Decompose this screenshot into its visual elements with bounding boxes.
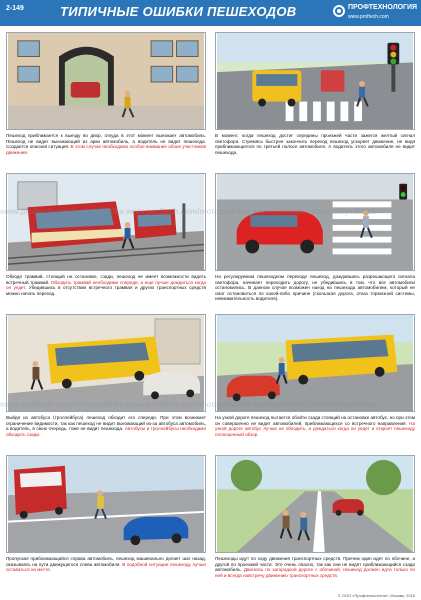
watermark-row: www.proftech.com/motopraktika www.proftech.com/motopraktika www.proftech.com/motopraktika: [0, 207, 376, 216]
illustration-narrow-road-bus: [215, 314, 415, 412]
illustration-tram: [6, 173, 206, 271]
brand-name: ПРОФТЕХНОЛОГИЯ: [348, 4, 418, 11]
illustration-step-back: [6, 455, 206, 553]
caption-step-back: Пропуская приближающийся справа автомобиль, пешеход машинально делает шаг назад, оказываясь на пути движущегося слева автомобиля. В подобной ситуации пешеходу лучше оставаться на месте.: [6, 556, 206, 573]
brand-logo-icon: [333, 5, 345, 17]
caption-bus-front: Выйдя из автобуса (троллейбуса) пешеход обходит его спереди. При этом возникает ограничение видимости, так как пешеход не видит выезжающий из-за автобуса автомобиль, а водитель, в свою очередь, тоже не видит пешехода. Автобусы и троллейбусы необходимо обходить сзади.: [6, 415, 206, 437]
caption-regulated-crossing: На регулируемом пешеходном переходе пешеход, дождавшись разрешающего сигнала светофора, начинает переходить дорогу, не убедившись в том, что все автомобили остановились. В данном случае возможен наезд на пешехода автомобилем, который не смог остановиться по какой-либо причине (скользкая дорога, отказ тормозной системы, невнимательность водителя).: [215, 274, 415, 302]
watermark-row: www.proftech.com/motopraktika www.proftech.com/motopraktika www.proftech.com/motopraktika: [0, 400, 376, 409]
illustration-regulated-crossing: [215, 173, 415, 271]
country-road-scene: [216, 456, 414, 552]
panel-narrow-road-bus: [215, 314, 415, 452]
caption-archway: Пешеход приближается к выезду во двор, откуда в этот момент выезжает автомобиль. Пешеход не видит выезжающий из арки автомобиль, а водитель не видит пешехода. Создается опасная ситуация. В этом случае необходимо особое внимание обоих участников движения.: [6, 133, 206, 155]
panel-regulated-crossing: [215, 173, 415, 311]
archway-scene: [7, 33, 205, 129]
illustration-crosswalk-bus: [215, 32, 415, 130]
narrow-road-bus-scene: [216, 315, 414, 411]
bus-front-scene: [7, 315, 205, 411]
illustration-archway: [6, 32, 206, 130]
panel-tram: [6, 173, 206, 311]
panel-archway: [6, 32, 206, 170]
brand-site: www.proftech.com: [348, 14, 389, 20]
caption-tram: Обходя трамвай, стоящий на остановке, сзади, пешеход не имеет возможности видеть встречный трамвай. Обходить трамвай необходимо спереди, а еще лучше дождаться когда он уедет. Убедившись в отсутствии встречного трамвая и других транспортных средств можно начать переход.: [6, 274, 206, 296]
caption-country-road: Пешеходы идут по ходу движения транспортных средств. Причем один идет по обочине, а другой по проезжей части. Это очень опасно, так как они не видят приближающийся сзади автомобиль. Двигаясь по загородной дороге с обочиной, пешеход должен идти только по ней и всегда навстречу движению транспортных средств.: [215, 556, 415, 578]
panel-crosswalk-bus: [215, 32, 415, 170]
poster-title: ТИПИЧНЫЕ ОШИБКИ ПЕШЕХОДОВ: [60, 4, 297, 19]
regulated-crossing-scene: [216, 174, 414, 270]
panel-bus-front: [6, 314, 206, 452]
panels-grid: [6, 32, 415, 592]
panel-step-back: [6, 455, 206, 593]
crosswalk-bus-scene: [216, 33, 414, 129]
panel-country-road: [215, 455, 415, 593]
poster-code: 2-149: [6, 5, 24, 12]
illustration-country-road: [215, 455, 415, 553]
caption-crosswalk-bus: В момент, когда пешеход достиг середины проезжей части зажегся желтый сигнал светофора. Стремясь быстрее закончить переход пешеход ускоряет движение, не видя приближающегося по третьей полосе автомобиля. А водитель этого автомобиля не видит пешехода.: [215, 133, 415, 155]
footer: [0, 593, 421, 600]
copyright: © ООО «Профтехнология», Москва, 2016: [337, 593, 415, 598]
brand-logo[interactable]: [333, 2, 418, 24]
illustration-bus-front: [6, 314, 206, 412]
caption-narrow-road-bus: На узкой дороге пешеход пытается обойти сзади стоящий на остановке автобус, но при этом он совершенно не видит автомобилей, приближающихся со встречного направления. На узкой дороге автобус лучше не обходить, а дождаться когда он уедет и откроет пешеходу полноценный обзор.: [215, 415, 415, 437]
tram-scene: [7, 174, 205, 270]
header-bar: [0, 0, 421, 26]
step-back-scene: [7, 456, 205, 552]
